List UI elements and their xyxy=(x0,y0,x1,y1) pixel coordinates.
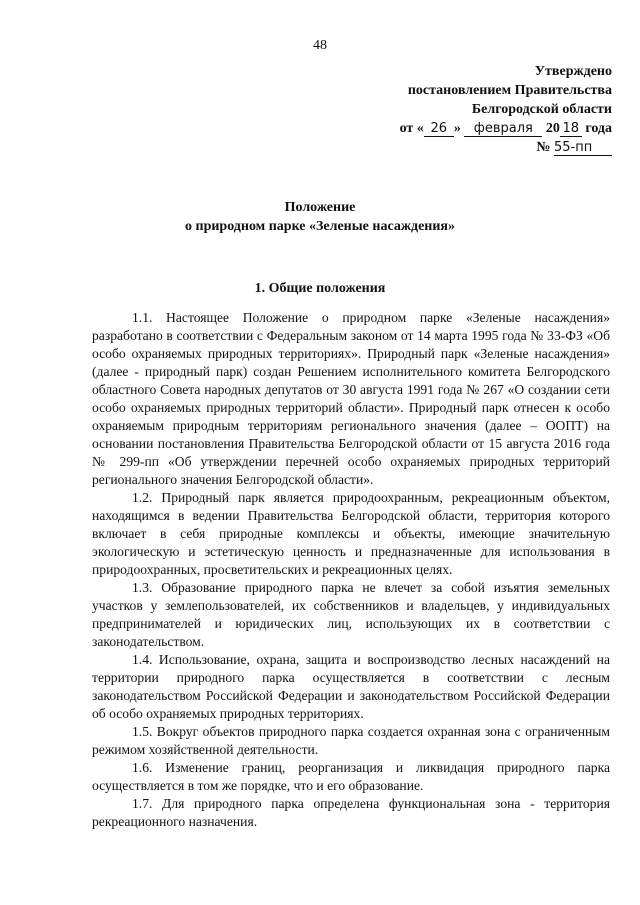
title-line-2: о природном парке «Зеленые насаждения» xyxy=(185,219,455,234)
paragraph-1-5: 1.5. Вокруг объектов природного парка создается охранная зона с ограниченным режимом хозяйственной деятельности. xyxy=(92,724,610,757)
year-word: года xyxy=(585,121,612,136)
approval-title: Утверждено xyxy=(534,64,612,79)
title-line-1: Положение xyxy=(284,200,356,215)
date-mid: » xyxy=(453,121,461,136)
approval-authority: постановлением Правительства xyxy=(407,83,612,98)
document-title xyxy=(0,198,640,236)
document-body xyxy=(92,309,610,831)
approval-date-line xyxy=(352,119,612,138)
approval-number: 55-пп xyxy=(554,140,612,156)
approval-block xyxy=(352,62,612,157)
approval-region: Белгородской области xyxy=(471,102,612,117)
year-prefix: 20 xyxy=(545,121,560,136)
paragraph-1-1: 1.1. Настоящее Положение о природном парке «Зеленые насаждения» разработано в соответствии с Федеральным законом от 14 марта 1995 года № 33-ФЗ «Об особо охраняемых природных территориях». Природный парк «Зеленые насаждения» (далее - природный парк) создан Решением исполнительного комитета Белгородского областного Совета народных депутатов от 30 августа 1991 года № 267 «О создании сети особо охраняемых природных территорий области». Природный парк отнесен к особо охраняемым природным территориям регионального значения (далее – ООПТ) на основании постановления Правительства Белгородской области от 15 августа 2016 года № 299-пп «Об утверждении перечней особо охраняемых природных территорий регионального значения Белгородской области». xyxy=(92,310,610,487)
page-number: 48 xyxy=(313,38,327,53)
approval-number-line xyxy=(352,138,612,157)
approval-year: 18 xyxy=(560,121,582,137)
paragraph-1-4: 1.4. Использование, охрана, защита и воспроизводство лесных насаждений на территории природного парка осуществляется в соответствии с лесным законодательством Российской Федерации и законодательством Российской Федерации об особо охраняемых природных территориях. xyxy=(92,652,610,721)
paragraph-1-3: 1.3. Образование природного парка не влечет за собой изъятия земельных участков у землепользователей, их собственников и владельцев, у индивидуальных предпринимателей и юридических лиц, использующих их в соответствии с законодательством. xyxy=(92,580,610,649)
approval-day: 26 xyxy=(424,121,454,137)
paragraph-1-6: 1.6. Изменение границ, реорганизация и ликвидация природного парка осуществляется в том же порядке, что и его образование. xyxy=(92,760,610,793)
paragraph-1-2: 1.2. Природный парк является природоохранным, рекреационным объектом, находящимся в ведении Правительства Белгородской области, территория которого включает в себя природные комплексы и объекты, имеющие значительную экологическую и эстетическую ценность и предназначенные для использования в природоохранных, просветительских и рекреационных целях. xyxy=(92,490,610,577)
paragraph-1-7: 1.7. Для природного парка определена функциональная зона - территория рекреационного назначения. xyxy=(92,796,610,829)
section-heading: 1. Общие положения xyxy=(254,281,386,296)
number-prefix: № xyxy=(536,140,551,155)
date-prefix: от « xyxy=(399,121,424,136)
approval-month: февраля xyxy=(464,121,542,137)
